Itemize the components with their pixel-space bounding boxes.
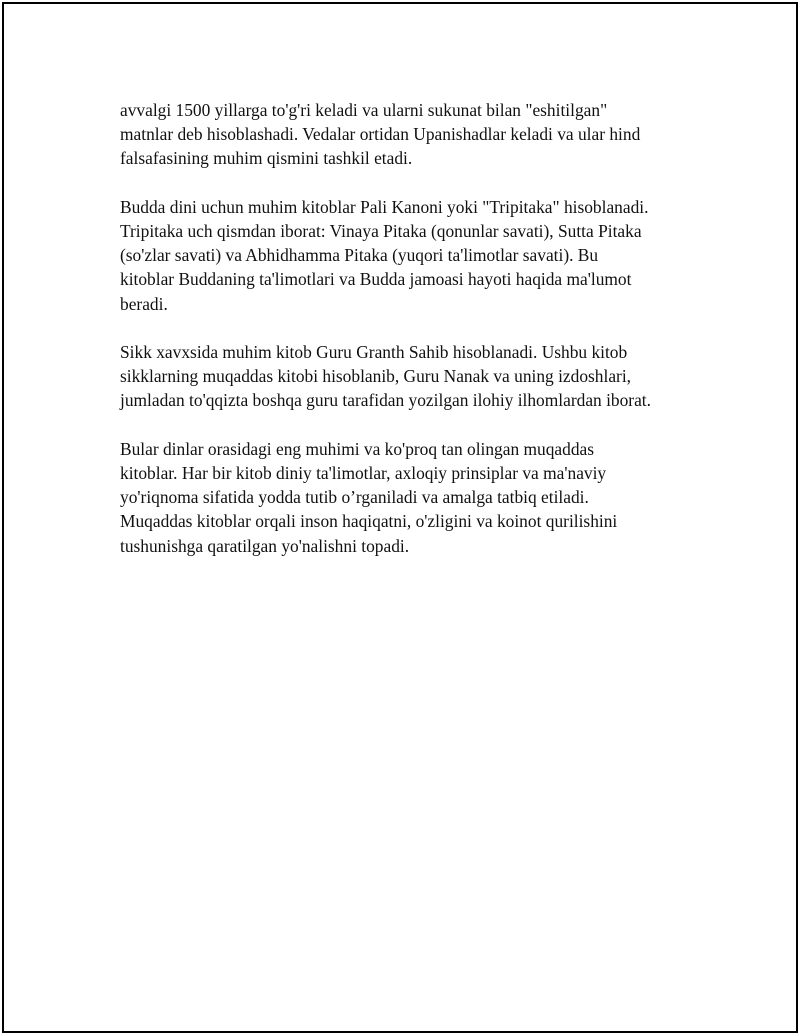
paragraph-buddhism: Budda dini uchun muhim kitoblar Pali Kanoni yoki "Tripitaka" hisoblanadi. Tripitaka uch qismdan iborat: Vinaya Pitaka (qonunlar savati), Sutta Pitaka (so'zlar savati) va Abhidhamma Pitaka (yuqori ta'limotlar savati). Bu kitoblar Buddaning ta'limotlari va Budda jamoasi hayoti haqida ma'lumot beradi. (120, 196, 649, 314)
document-body (120, 98, 710, 582)
paragraph-vedas: avvalgi 1500 yillarga to'g'ri keladi va ularni sukunat bilan "eshitilgan" matnlar deb hisoblashadi. Vedalar ortidan Upanishadlar keladi va ular hind falsafasining muhim qismini tashkil etadi. (120, 100, 641, 169)
paragraph-conclusion: Bular dinlar orasidagi eng muhimi va ko'proq tan olingan muqaddas kitoblar. Har bir kitob diniy ta'limotlar, axloqiy prinsiplar va ma'naviy yo'riqnoma sifatida yodda tutib o’rganiladi va amalga tatbiq etiladi. Muqaddas kitoblar orqali inson haqiqatni, o'zligini va koinot qurilishini tushunishga qaratilgan yo'nalishni topadi. (120, 438, 618, 556)
paragraph-sikhism: Sikk xavxsida muhim kitob Guru Granth Sahib hisoblanadi. Ushbu kitob sikklarning muqaddas kitobi hisoblanib, Guru Nanak va uning izdoshlari, jumladan to'qqizta boshqa guru tarafidan yozilgan ilohiy ilhomlardan iborat. (120, 342, 651, 411)
page-frame (2, 2, 798, 1033)
